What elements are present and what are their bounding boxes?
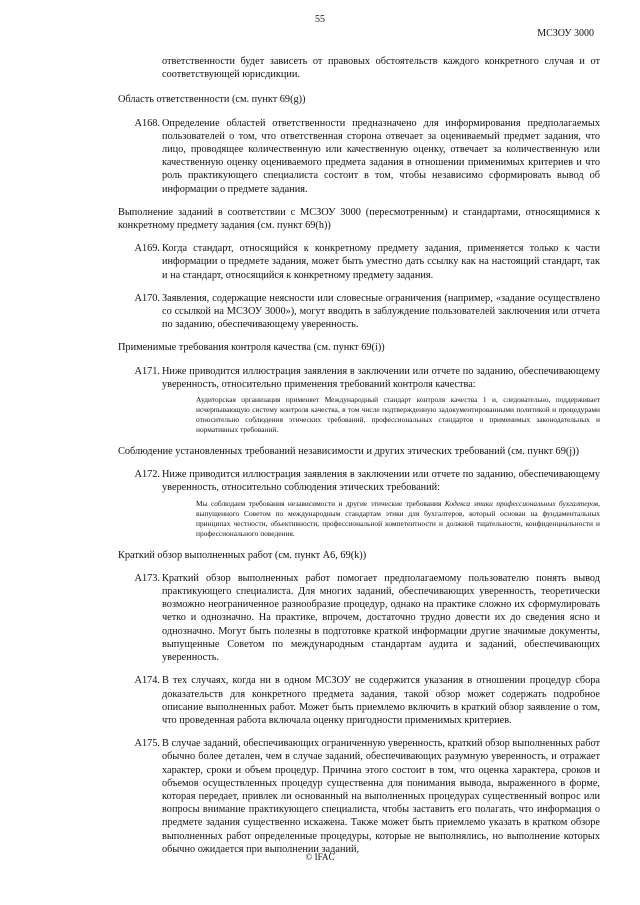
- paragraph-text: Заявления, содержащие неясности или словесные ограничения (например, «задание осуществлено со ссылкой на МСЗОУ 3000»), могут вводить в заблуждение пользователей заключения или отчета по заданию, обеспечивающему уверенность.: [162, 292, 600, 331]
- example-quote-quality: Аудиторская организация применяет Международный стандарт контроля качества 1 и, следовательно, поддерживает исчерпывающую систему контроля качества, в том числе подтвержденную задокументированными политикой и процедурами относительно соблюдения этических требований, профессиональных стандартов и применимых законодательных и нормативных требований.: [196, 395, 600, 435]
- continued-paragraph: ответственности будет зависеть от правовых обстоятельств каждого конкретного случая и от соответствующей юрисдикции.: [162, 56, 600, 81]
- paragraph-a174: [118, 674, 600, 727]
- paragraph-text: Ниже приводится иллюстрация заявления в заключении или отчете по заданию, обеспечивающему уверенность, относительно применения требований контроля качества:: [162, 365, 600, 390]
- paragraph-a169: [118, 242, 600, 282]
- paragraph-text: Определение областей ответственности предназначено для информирования предполагаемых пользователей о том, что ответственная сторона отвечает за оцениваемый предмет задания, что лицо, проводящее количественную или качественную оценку, отвечает за количественную или качественную оценку оцениваемого предмета задания в отношении применимых критериев и что роль практикующего специалиста состоит в том, чтобы независимо сформировать вывод об информации о предмете задания.: [162, 117, 600, 195]
- running-header: МСЗОУ 3000: [537, 28, 594, 39]
- paragraph-text: Ниже приводится иллюстрация заявления в заключении или отчете по заданию, обеспечивающему уверенность, относительно соблюдения этических требований:: [162, 469, 600, 494]
- paragraph-number: A174.: [134, 675, 160, 687]
- paragraph-a172: [118, 468, 600, 494]
- paragraph-a173: [118, 572, 600, 664]
- paragraph-a175: [118, 737, 600, 856]
- section-heading-summary: Краткий обзор выполненных работ (см. пункт A6, 69(k)): [118, 549, 367, 561]
- quote-code-title: Кодекса этики профессиональных бухгалтеров: [444, 498, 599, 508]
- paragraph-number: A172.: [134, 469, 160, 481]
- section-heading-quality: Применимые требования контроля качества (см. пункт 69(i)): [118, 342, 385, 354]
- page-body: [118, 55, 600, 866]
- section-heading-responsibility: Область ответственности (см. пункт 69(g)): [118, 94, 306, 106]
- paragraph-number: A175.: [134, 738, 160, 750]
- quote-text-before: Мы соблюдаем требования независимости и другие этические требования: [196, 498, 445, 508]
- paragraph-a168: [118, 117, 600, 196]
- paragraph-a171: [118, 365, 600, 391]
- page-number: 55: [315, 14, 325, 25]
- section-heading-performance: Выполнение заданий в соответствии с МСЗОУ 3000 (пересмотренным) и стандартами, относящимися к конкретному предмету задания (см. пункт 69(h)): [118, 206, 600, 232]
- paragraph-text: В тех случаях, когда ни в одном МСЗОУ не содержится указания в отношении процедур сбора доказательств для конкретного предмета задания, такой обзор может содержать подробное описание выполненных работ. Может быть приемлемо включить в краткий обзор заявление о том, что проведенная работа включала оценку пригодности применимых критериев.: [162, 675, 600, 726]
- paragraph-a170: [118, 292, 600, 332]
- example-quote-ethics: [196, 499, 600, 539]
- paragraph-number: A169.: [134, 243, 160, 255]
- paragraph-number: A170.: [134, 292, 160, 304]
- paragraph-text: В случае заданий, обеспечивающих ограниченную уверенность, краткий обзор выполненных работ обычно более детален, чем в случае заданий, обеспечивающих разумную уверенность, и отражает характер, сроки и объем процедур. Причина этого состоит в том, что оценка характера, сроков и объемов осуществленных процедур существенна для понимания вывода, выраженного в форме, которая передает, привлек ли основанный на выполненных процедурах существенный вопрос или вопросы внимание практикующего специалиста, чтобы заставить его полагать, что информация о предмете задания существенно искажена. Также может быть приемлемо указать в кратком обзоре выполненных работ определенные процедуры, которые не выполнялись, но выполнение которых обычно ожидается при выполнении заданий,: [162, 738, 600, 855]
- paragraph-number: A171.: [134, 365, 160, 377]
- copyright-footer: © IFAC: [305, 852, 335, 862]
- paragraph-text: Краткий обзор выполненных работ помогает предполагаемому пользователю понять вывод практикующего специалиста. Для многих заданий, обеспечивающих уверенность, теоретически возможно неограниченное разнообразие процедур, однако на практике сложно их сформулировать четко и однозначно. На практике, впрочем, достаточно трудно довести их до сведения ясно и однозначно. Могут быть полезны в подготовке краткой информации другие значимые документы, выпущенные Советом по международным стандартам аудита и заданий, обеспечивающих уверенность.: [162, 572, 600, 664]
- section-heading-independence: Соблюдение установленных требований независимости и других этических требований (см. пункт 69(j)): [118, 446, 579, 458]
- quote-text-after: , выпущенного Советом по международным стандартам этики для бухгалтеров, который основан на фундаментальных принципах честности, объективности, профессиональной компетентности и должной тщательности, конфиденциальности и профессионального поведения.: [196, 498, 600, 538]
- paragraph-number: A168.: [134, 117, 160, 129]
- paragraph-text: Когда стандарт, относящийся к конкретному предмету задания, применяется только к части информации о предмете задания, может быть уместно дать ссылку как на настоящий стандарт, так и на стандарт, относящийся к конкретному предмету задания.: [162, 243, 600, 281]
- paragraph-number: A173.: [134, 572, 160, 584]
